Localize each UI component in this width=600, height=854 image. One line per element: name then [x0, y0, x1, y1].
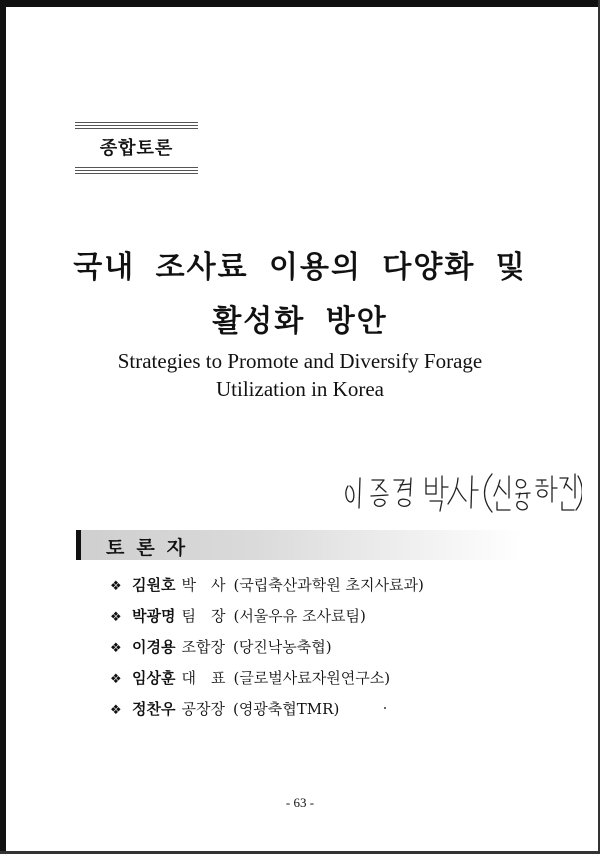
speaker-affiliation: (영광축협TMR)	[232, 700, 340, 718]
speaker-role: 조합장	[181, 638, 225, 656]
panel-heading-accent	[76, 530, 81, 560]
stray-dot-mark	[384, 707, 386, 709]
speaker-affiliation: (당진낙농축협)	[232, 638, 332, 656]
speaker-role: 박 사	[181, 576, 226, 594]
title-english-line-1: Strategies to Promote and Diversify Forage	[117, 349, 483, 373]
panel-heading-label: 토론자	[106, 537, 198, 559]
diamond-bullet-icon: ❖	[110, 610, 122, 625]
section-label: 종합토론	[99, 138, 174, 159]
title-korean-line-1: 국내 조사료 이용의 다양화 및	[73, 250, 527, 285]
speaker-affiliation: (국립축산과학원 초지사료과)	[233, 576, 424, 594]
panel-heading-bar	[76, 530, 522, 560]
speaker-role: 팀 장	[181, 607, 226, 625]
speaker-affiliation: (글로벌사료자원연구소)	[233, 669, 391, 687]
speaker-role: 대 표	[181, 669, 226, 687]
speaker-name: 임상훈	[132, 669, 176, 687]
section-rule-top	[75, 122, 198, 131]
diamond-bullet-icon: ❖	[110, 703, 122, 718]
diamond-bullet-icon: ❖	[110, 672, 122, 687]
speaker-name: 박광명	[132, 607, 176, 625]
page-frame-top	[0, 0, 600, 7]
speaker-item	[110, 635, 424, 666]
speaker-list	[110, 573, 424, 728]
title-korean-line-2: 활성화 방안	[212, 304, 388, 339]
title-english-line-2: Utilization in Korea	[216, 377, 384, 401]
speaker-item	[110, 604, 424, 635]
speaker-item	[110, 573, 424, 604]
diamond-bullet-icon: ❖	[110, 641, 122, 656]
speaker-name: 이경용	[132, 638, 176, 656]
speaker-role: 공장장	[181, 700, 225, 718]
diamond-bullet-icon: ❖	[110, 579, 122, 594]
speaker-name: 김원호	[132, 576, 176, 594]
page-number: - 63 -	[285, 795, 315, 810]
handwritten-signature	[342, 468, 582, 518]
page-frame-left	[0, 0, 6, 854]
section-rule-bottom	[75, 167, 198, 176]
speaker-item	[110, 697, 424, 728]
speaker-affiliation: (서울우유 조사료팀)	[233, 607, 366, 625]
speaker-name: 정찬우	[132, 700, 176, 718]
speaker-item	[110, 666, 424, 697]
